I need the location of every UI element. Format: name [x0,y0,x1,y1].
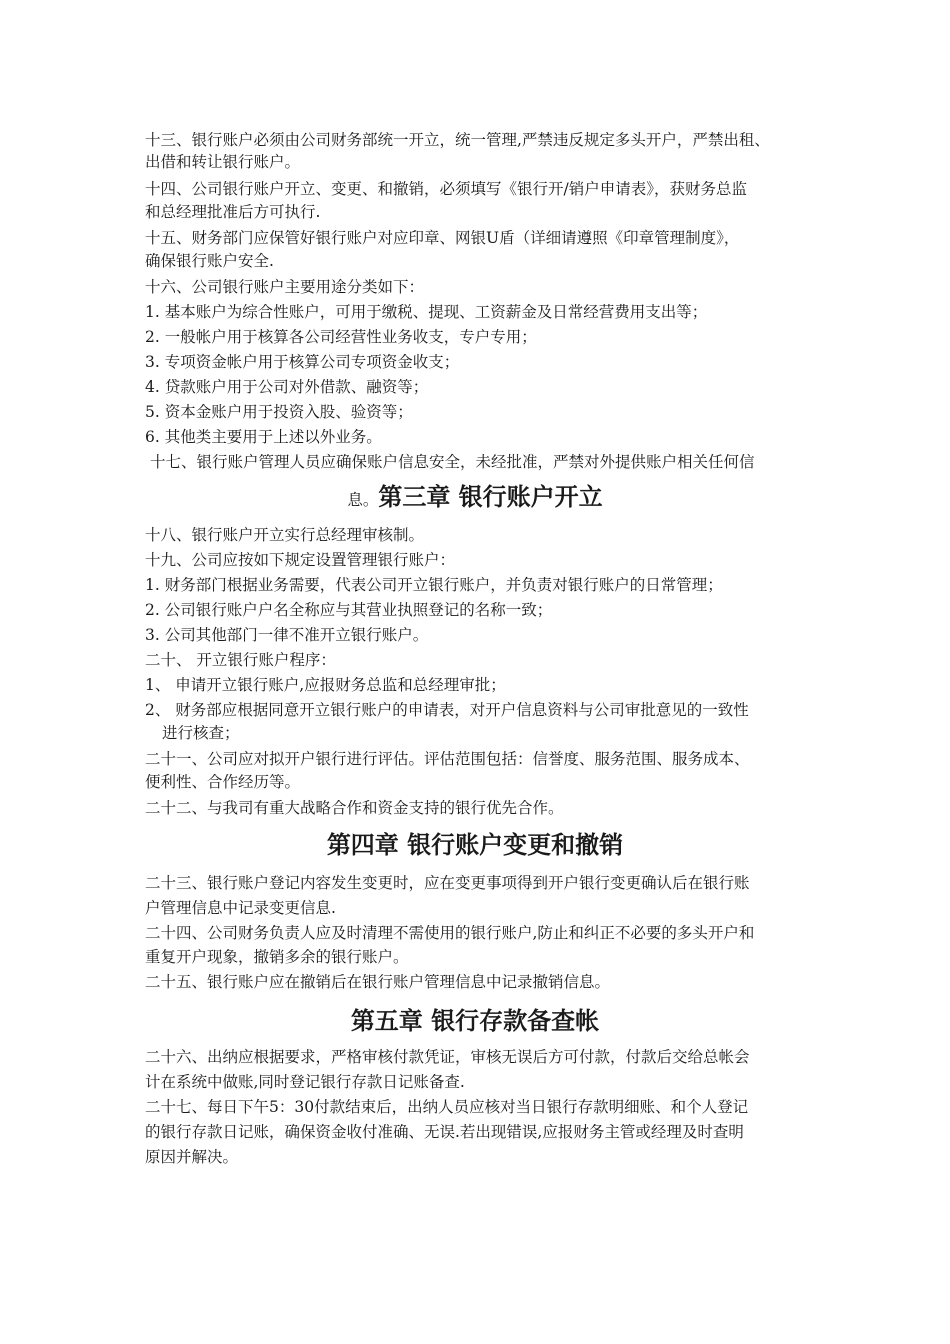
paragraph-25: 二十五、银行账户应在撤销后在银行账户管理信息中记录撤销信息。 [145,973,611,991]
paragraph-14-line-1: 十四、公司银行账户开立、变更、和撤销，必须填写《银行开/销户申请表》，获财务总监 [145,180,747,198]
chapter-4-title: 第四章 银行账户变更和撤销 [326,831,624,859]
list-item-1: 1、 申请开立银行账户,应报财务总监和总经理审批； [145,676,506,694]
list-item-2: 2. 一般帐户用于核算各公司经营性业务收支，专户专用； [145,328,537,346]
paragraph-14-line-2: 和总经理批准后方可执行. [145,203,321,221]
paragraph-27-line-3: 原因并解决。 [145,1148,239,1166]
list-item-3: 3. 专项资金帐户用于核算公司专项资金收支； [145,353,460,371]
paragraph-23-line-1: 二十三、银行账户登记内容发生变更时，应在变更事项得到开户银行变更确认后在银行账 [145,874,750,892]
chapter-3-title: 第三章 银行账户开立 [378,483,603,511]
paragraph-27-line-2: 的银行存款日记账，确保资金收付准确、无误.若出现错误,应报财务主管或经理及时查明 [145,1123,744,1141]
paragraph-17-line-2: 息。 [347,491,379,509]
paragraph-21-line-1: 二十一、公司应对拟开户银行进行评估。评估范围包括：信誉度、服务范围、服务成本、 [145,750,750,768]
paragraph-20: 二十、 开立银行账户程序： [145,651,336,669]
paragraph-21-line-2: 便利性、合作经历等。 [145,773,301,791]
paragraph-24-line-1: 二十四、公司财务负责人应及时清理不需使用的银行账户,防止和纠正不必要的多头开户和 [145,924,755,942]
paragraph-13-line-1: 十三、银行账户必须由公司财务部统一开立，统一管理,严禁违反规定多头开户，严禁出租、 [145,131,770,149]
paragraph-16-line-1: 十六、公司银行账户主要用途分类如下： [145,278,425,296]
paragraph-18: 十八、银行账户开立实行总经理审核制。 [145,526,425,544]
paragraph-15-line-2: 确保银行账户安全. [145,252,274,270]
paragraph-22: 二十二、与我司有重大战略合作和资金支持的银行优先合作。 [145,799,564,817]
list-item-1: 1. 财务部门根据业务需要，代表公司开立银行账户，并负责对银行账户的日常管理； [145,576,723,594]
list-item-2-line-1: 2、 财务部应根据同意开立银行账户的申请表，对开户信息资料与公司审批意见的一致性 [145,701,749,719]
list-item-5: 5. 资本金账户用于投资入股、验资等； [145,403,413,421]
paragraph-26-line-2: 计在系统中做账,同时登记银行存款日记账备查. [145,1073,465,1091]
paragraph-19: 十九、公司应按如下规定设置管理银行账户： [145,551,456,569]
list-item-6: 6. 其他类主要用于上述以外业务。 [145,428,382,446]
paragraph-15-line-1: 十五、财务部门应保管好银行账户对应印章、网银U盾（详细请遵照《印章管理制度》， [145,229,740,247]
paragraph-27-line-1: 二十七、每日下午5：30付款结束后，出纳人员应核对当日银行存款明细账、和个人登记 [145,1098,749,1116]
list-item-1: 1. 基本账户为综合性账户，可用于缴税、提现、工资薪金及日常经营费用支出等； [145,303,708,321]
paragraph-23-line-2: 户管理信息中记录变更信息. [145,899,336,917]
chapter-3-heading-row [0,481,950,516]
list-item-3: 3. 公司其他部门一律不准开立银行账户。 [145,626,429,644]
list-item-2: 2. 公司银行账户户名全称应与其营业执照登记的名称一致； [145,601,553,619]
paragraph-17-line-1: 十七、银行账户管理人员应确保账户信息安全，未经批准，严禁对外提供账户相关任何信 [150,453,755,471]
chapter-5-title: 第五章 银行存款备查帐 [350,1007,600,1035]
paragraph-24-line-2: 重复开户现象，撤销多余的银行账户。 [145,948,409,966]
paragraph-13-line-2: 出借和转让银行账户。 [145,153,301,171]
list-item-2-line-2: 进行核查； [162,724,240,742]
paragraph-26-line-1: 二十六、出纳应根据要求，严格审核付款凭证，审核无误后方可付款，付款后交给总帐会 [145,1048,750,1066]
list-item-4: 4. 贷款账户用于公司对外借款、融资等； [145,378,429,396]
